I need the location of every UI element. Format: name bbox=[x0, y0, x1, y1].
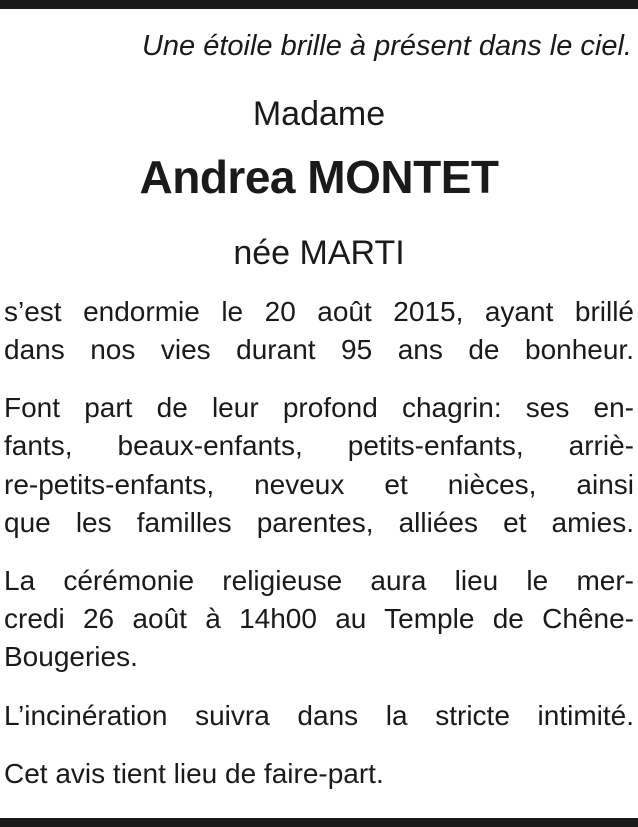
paragraph-1-line-1: s’est endormie le 20 août 2015, ayant brillé bbox=[4, 296, 634, 327]
maiden-name: née MARTI bbox=[233, 234, 405, 272]
paragraph-2-line-2: fants, beaux-enfants, petits-enfants, arriè- bbox=[4, 430, 634, 461]
tagline: Une étoile brille à présent dans le ciel. bbox=[141, 30, 632, 62]
deceased-name: Andrea MONTET bbox=[139, 151, 499, 203]
paragraph-3-line-3: Bougeries. bbox=[4, 641, 138, 672]
paragraph-4-line-1: L’incinération suivra dans la stricte intimité. bbox=[4, 700, 634, 731]
bottom-border-rule bbox=[0, 818, 638, 827]
paragraph-3-line-1: La cérémonie religieuse aura lieu le mer- bbox=[4, 565, 634, 596]
paragraph-1-line-2: dans nos vies durant 95 ans de bonheur. bbox=[4, 334, 634, 365]
paragraph-5-line-1: Cet avis tient lieu de faire-part. bbox=[4, 758, 384, 789]
paragraph-3-line-2: credi 26 août à 14h00 au Temple de Chêne- bbox=[4, 603, 634, 634]
honorific-title: Madame bbox=[252, 95, 386, 133]
paragraph-2-line-3: re-petits-enfants, neveux et nièces, ainsi bbox=[4, 469, 634, 500]
paragraph-2-line-4: que les familles parentes, alliées et amies. bbox=[4, 507, 634, 538]
paragraph-2-line-1: Font part de leur profond chagrin: ses en- bbox=[4, 392, 634, 423]
